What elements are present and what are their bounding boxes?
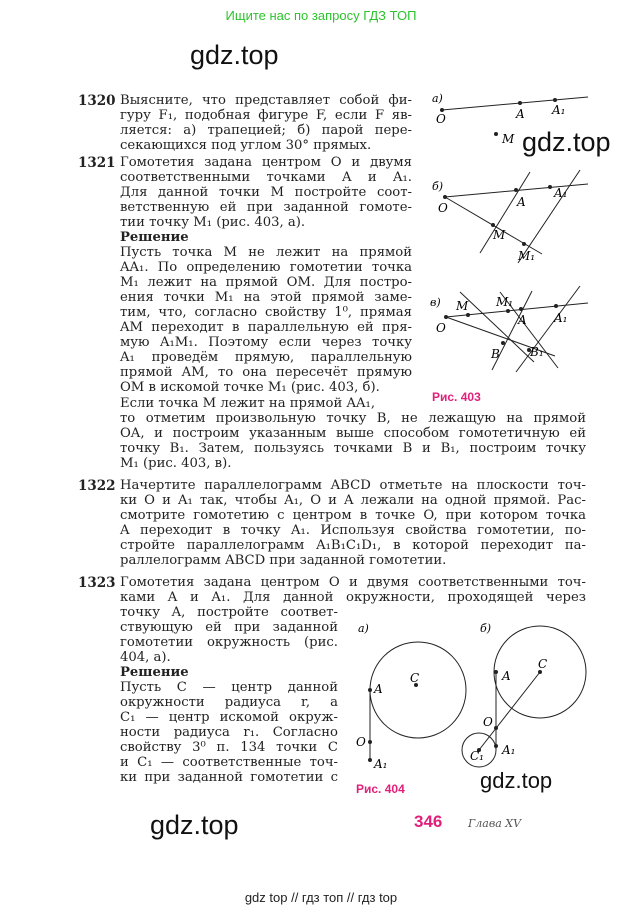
figure-403 [420,88,592,390]
text-line: A переходит в точку A₁. Используя свойства гомотетии, по- [120,523,586,538]
fig404b-label: б) [480,622,492,635]
footer-links[interactable]: gdz top // гдз топ // гдз top [244,890,398,905]
text-line: C₁ — центр искомой окруж- [120,710,338,725]
text-line: M₁ (рис. 403, в). [120,456,232,471]
solution-heading: Решение [120,230,189,245]
problem-number: 1321 [78,155,116,171]
text-line: точку A, постройте соответ- [120,605,338,620]
problem-1323-text [120,575,586,605]
label-C1: C₁ [470,749,484,763]
text-line: ляется: а) трапецией; б) парой пере- [120,123,412,138]
problem-1322-text [120,478,586,568]
label-A: A [517,195,526,209]
watermark: gdz.top [150,810,239,840]
text-line: Начертите параллелограмм ABCD отметьте на плоскости точ- [120,478,586,493]
point-A [518,101,522,105]
text-line: Гомотетия задана центром O и двумя соответственными точ- [120,575,586,590]
text-line: ности радиуса r₁. Согласно [120,725,338,740]
figure-403-caption: Рис. 403 [432,390,481,404]
problem-1323-narrow-text [120,605,338,785]
fig403b-label: б) [432,180,444,193]
label-M: M [493,228,506,242]
text-line: OM в искомой точке M₁ (рис. 403, б). [120,380,380,395]
label-A1: A₁ [374,757,388,771]
label-C: C [410,671,420,685]
text-line: Гомотетия задана центром O и двумя [120,155,412,170]
label-C: C [538,657,548,671]
text-line: ками A и A₁. Для данной окружности, проходящей через [120,590,586,605]
fig403c-label: в) [430,296,441,309]
text-line: свойству 3⁰ п. 134 точки C [120,740,338,755]
label-O: O [436,321,446,335]
text-line: то отметим произвольную точку B, не лежащую на прямой [120,411,586,426]
label-B1: B₁ [530,345,544,359]
text-line: раллелограмм ABCD при заданной гомотетии. [120,553,447,568]
watermark: gdz.top [522,127,611,157]
text-line: тии точку M₁ (рис. 403, а). [120,215,306,230]
text-line: ветственную ей при заданной гомоте- [120,200,412,215]
label-A: A [502,669,511,683]
text-line: Пусть C — центр данной [120,680,338,695]
text-line: Для данной точки M постройте соот- [120,185,412,200]
watermark: gdz.top [190,40,279,70]
label-O: O [483,715,493,729]
problem-1321-text [120,155,412,395]
text-line: секающихся под углом 30° прямых. [120,138,372,153]
text-line: ки при заданной гомотетии с [120,770,338,785]
chapter-label: Глава XV [468,817,522,830]
text-line: Пусть точка M не лежит на прямой [120,245,412,260]
text-line: прямой AM, то она пересечёт прямую [120,365,412,380]
label-M1: M₁ [496,295,514,309]
text-line: AA₁. По определению гомотетии точка [120,260,412,275]
label-A1: A₁ [554,311,568,325]
label-O: O [438,201,448,215]
label-M: M [456,299,469,313]
page-number: 346 [414,812,443,831]
text-line: смотрите гомотетию с центром в точке O, при котором точка [120,508,586,523]
text-line: мую A₁M₁. Поэтому если через точку [120,335,412,350]
text-line: окружности радиуса r, а [120,695,338,710]
text-line: соответственными точками A и A₁. [120,170,412,185]
figure-404-caption: Рис. 404 [356,782,405,796]
problem-number: 1323 [78,575,116,591]
text-line: гуру F₁, подобная фигуре F, если F яв- [120,108,412,123]
text-line: и C₁ — соответственные точ- [120,755,338,770]
label-A: A [516,107,525,121]
line-AA1 [442,97,588,110]
text-line: ения точки M₁ на этой прямой заме- [120,290,412,305]
problem-1320-text [120,93,412,153]
label-M: M [502,132,515,146]
text-line: стройте параллелограмм A₁B₁C₁D₁, в которой переходит па- [120,538,586,553]
label-A1: A₁ [502,743,516,757]
label-O: O [356,735,366,749]
problem-number: 1322 [78,478,116,494]
text-line: OA, и построим указанным выше способом гомотетичную ей [120,426,586,441]
text-line: гомотетии окружность (рис. [120,635,338,650]
label-M1: M₁ [518,249,536,263]
watermark: gdz.top [480,768,553,793]
problem-1321-continuation [120,396,586,471]
fig403a-label: а) [432,92,443,105]
label-B: B [491,347,500,361]
top-banner: Ищите нас по запросу ГДЗ ТОП [225,8,417,23]
text-line: Выясните, что представляет собой фи- [120,93,412,108]
label-A1: A₁ [552,103,566,117]
text-line: точку B₁. Затем, пользуясь точками B и B₁, построим точку [120,441,586,456]
label-A: A [374,682,383,696]
figure-404 [350,620,600,780]
text-line: 404, а). [120,650,171,665]
text-line: AM переходит в параллельную ей пря- [120,320,412,335]
text-line: ки O и A₁ так, чтобы A₁, O и A лежали на одной прямой. Рас- [120,493,586,508]
text-line: A₁ проведём прямую, параллельную [120,350,412,365]
label-O: O [436,112,446,126]
label-A1: A₁ [554,186,568,200]
problem-number: 1320 [78,93,116,109]
point-M [494,132,498,136]
solution-heading: Решение [120,665,189,680]
text-line: ствующую ей при заданной [120,620,338,635]
label-A: A [518,313,527,327]
fig404a-label: а) [358,622,369,635]
text-line: тим, что, согласно свойству 1⁰, прямая [120,305,412,320]
text-line: Если точка M лежит на прямой AA₁, [120,396,376,411]
point-A1 [553,98,557,102]
text-line: M₁ лежит на прямой OM. Для постро- [120,275,412,290]
